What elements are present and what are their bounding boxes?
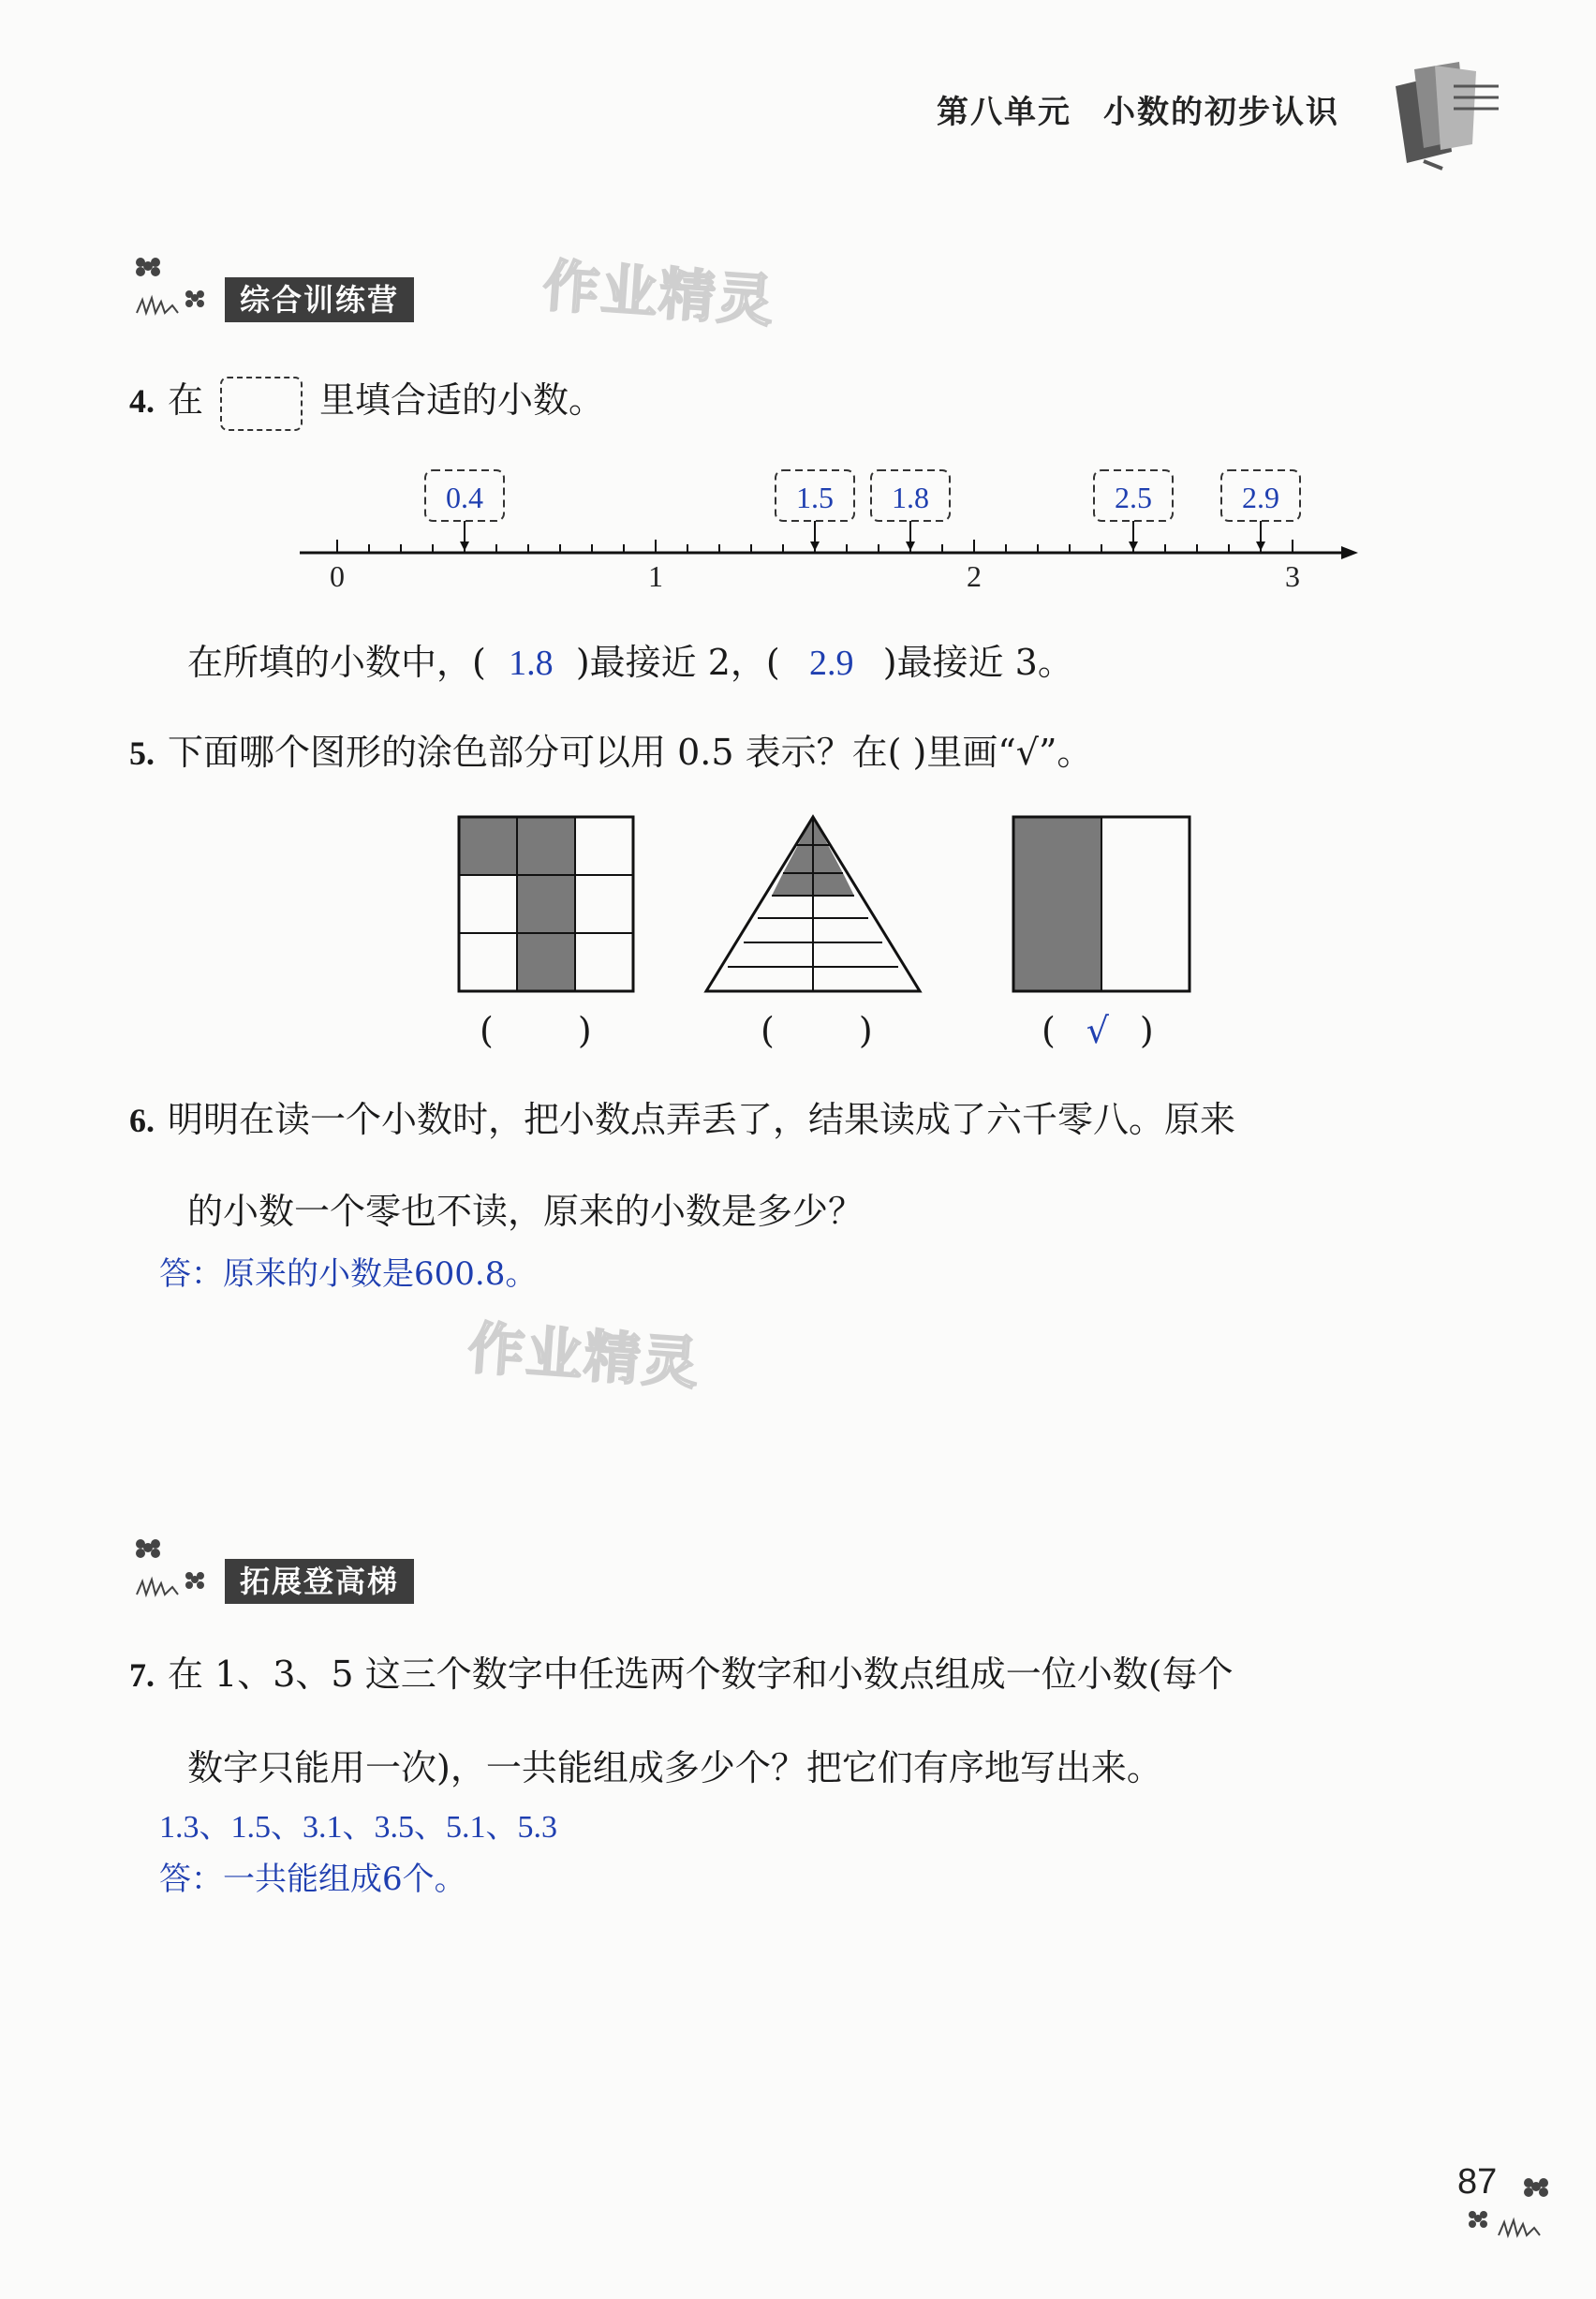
prompt-text: 明明在读一个小数时，把小数点弄丢了，结果读成了六千零八。原来 — [168, 1099, 1236, 1140]
grid-figure — [459, 817, 633, 991]
axis-label: 0 — [330, 559, 345, 593]
question-7-answer-list: 1.3、1.5、3.1、3.5、5.1、5.3 — [159, 1810, 557, 1845]
pointer-arrow-icon — [460, 541, 469, 551]
answer-1: 1.8 — [509, 644, 554, 683]
axis-label: 1 — [648, 559, 663, 593]
watermark: 作业精灵 — [540, 253, 777, 335]
shape-figures — [450, 806, 1218, 1002]
unit-label: 第八单元 — [937, 94, 1071, 131]
choice-2[interactable] — [761, 1010, 873, 1051]
question-4-line2 — [187, 633, 1073, 685]
axis-label: 2 — [967, 559, 982, 593]
watermark: 作业精灵 — [466, 1315, 702, 1398]
question-7-line2: 数字只能用一次)，一共能组成多少个？把它们有序地写出来。 — [187, 1747, 1162, 1788]
axis-label: 3 — [1285, 559, 1300, 593]
answer-box-value: 0.4 — [446, 481, 483, 514]
answer-box[interactable] — [776, 470, 854, 551]
question-number: 5. — [129, 734, 155, 772]
section-banner-extension: 拓展登高梯 — [225, 1559, 414, 1604]
question-number: 6. — [129, 1102, 155, 1139]
choice-3[interactable] — [1042, 1010, 1154, 1051]
paren: ) — [1139, 1010, 1154, 1051]
page-number: 87 — [1457, 2162, 1498, 2202]
answer-box[interactable] — [1221, 470, 1300, 551]
prompt-text: 在 — [168, 379, 204, 421]
triangle-figure — [706, 817, 920, 991]
text: 在所填的小数中，( — [187, 642, 486, 683]
question-5-prompt — [129, 723, 1092, 775]
question-7-answer: 答：一共能组成6个。 — [159, 1861, 466, 1898]
answer-box-value: 1.8 — [892, 481, 929, 514]
axis-arrow-icon — [1341, 546, 1358, 559]
question-4-prompt — [129, 371, 604, 431]
prompt-text: 下面哪个图形的涂色部分可以用 0.5 表示？在( )里画“√”。 — [168, 732, 1093, 773]
choice-3-mark: √ — [1086, 1010, 1109, 1051]
prompt-text: 在 1、3、5 这三个数字中任选两个数字和小数点组成一位小数(每个 — [168, 1654, 1234, 1695]
number-line — [281, 459, 1367, 600]
text: )最接近 2，( — [575, 642, 780, 683]
question-number: 4. — [129, 382, 155, 420]
example-dashed-box — [220, 377, 303, 431]
question-6-line2: 的小数一个零也不读，原来的小数是多少？ — [187, 1191, 864, 1232]
paren: ) — [858, 1010, 873, 1051]
paren: ( — [761, 1010, 775, 1051]
unit-header — [937, 86, 1367, 132]
paren: ) — [577, 1010, 592, 1051]
question-6-line1 — [129, 1090, 1235, 1142]
question-number: 7. — [129, 1656, 155, 1694]
question-7-line1 — [129, 1645, 1234, 1697]
pointer-arrow-icon — [1129, 541, 1138, 551]
choice-1[interactable] — [480, 1010, 592, 1051]
section-banner-training: 综合训练营 — [225, 277, 414, 322]
flower-decoration-icon — [129, 251, 223, 326]
question-6-answer: 答：原来的小数是600.8。 — [159, 1255, 538, 1293]
pointer-arrow-icon — [810, 541, 820, 551]
pointer-arrow-icon — [1256, 541, 1265, 551]
paren: ( — [480, 1010, 494, 1051]
rectangle-figure — [1013, 817, 1190, 991]
answer-box-value: 2.5 — [1115, 481, 1152, 514]
pointer-arrow-icon — [906, 541, 915, 551]
answer-box[interactable] — [871, 470, 950, 551]
answer-2: 2.9 — [809, 644, 854, 683]
book-icon — [1386, 58, 1508, 171]
answer-box[interactable] — [1094, 470, 1173, 551]
text: )最接近 3。 — [882, 642, 1073, 683]
unit-title: 小数的初步认识 — [1103, 94, 1339, 131]
prompt-text: 里填合适的小数。 — [319, 379, 605, 421]
paren: ( — [1042, 1010, 1056, 1051]
flower-decoration-icon — [1461, 2173, 1564, 2248]
answer-box-value: 1.5 — [796, 481, 834, 514]
flower-decoration-icon — [129, 1533, 223, 1608]
answer-box-value: 2.9 — [1242, 481, 1279, 514]
answer-box[interactable] — [425, 470, 504, 551]
